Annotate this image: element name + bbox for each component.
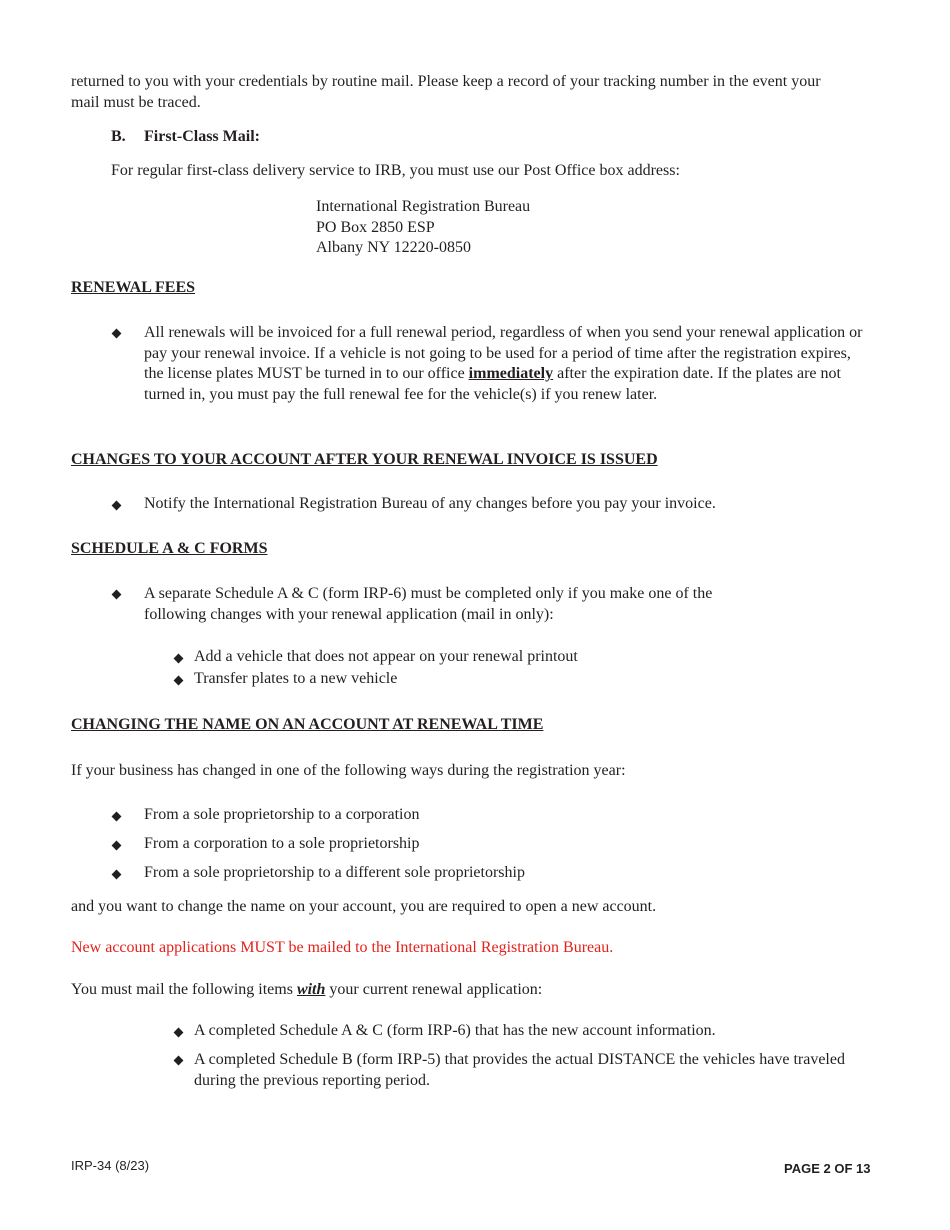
- form-id: IRP-34 (8/23): [71, 1158, 150, 1173]
- name-change-bullet: From a sole proprietorship to a corporation: [144, 806, 420, 823]
- bullet-diamond-icon: [112, 812, 122, 822]
- immediately-emphasis: immediately: [468, 365, 554, 382]
- mail-item: A completed Schedule B (form IRP-5) that provides the actual DISTANCE the vehicles have traveled during the previous reporting period.: [194, 1051, 845, 1089]
- renewal-fees-text-end: after the expiration date. If the plates are not turned in, you must pay the full renewal fee for the vehicle(s) if you renew later.: [144, 365, 841, 403]
- name-change-bullet: From a sole proprietorship to a different sole proprietorship: [144, 864, 525, 881]
- bullet-diamond-icon: [112, 841, 122, 851]
- renewal-fees-bullet: [144, 323, 874, 405]
- bullet-diamond-icon: [112, 329, 122, 339]
- changes-heading: CHANGES TO YOUR ACCOUNT AFTER YOUR RENEWAL INVOICE IS ISSUED: [71, 451, 658, 468]
- first-class-title: First-Class Mail:: [144, 128, 260, 145]
- name-change-after: and you want to change the name on your account, you are required to open a new account.: [71, 898, 657, 915]
- schedule-heading: SCHEDULE A & C FORMS: [71, 540, 268, 557]
- first-class-label: B.: [111, 128, 126, 145]
- bullet-diamond-icon: [112, 590, 122, 600]
- with-emphasis: with: [296, 981, 326, 998]
- schedule-bullet: A separate Schedule A & C (form IRP-6) must be completed only if you make one of the following changes with your renewal application (mail in only):: [144, 585, 713, 623]
- first-class-text: For regular first-class delivery service to IRB, you must use our Post Office box address:: [111, 162, 680, 179]
- address-line: PO Box 2850 ESP: [316, 218, 435, 236]
- intro-line-1: returned to you with your credentials by routine mail. Please keep a record of your tracking number in the event your: [71, 73, 821, 90]
- renewal-fees-heading: RENEWAL FEES: [71, 279, 196, 296]
- mail-intro-text: You must mail the following items: [71, 981, 297, 998]
- bullet-diamond-icon: [174, 676, 184, 686]
- schedule-sub-bullet: Transfer plates to a new vehicle: [194, 670, 398, 687]
- bullet-diamond-icon: [112, 501, 122, 511]
- bullet-diamond-icon: [174, 1028, 184, 1038]
- page-number: PAGE 2 OF 13: [784, 1161, 871, 1176]
- intro-line-2: mail must be traced.: [71, 93, 201, 111]
- intro-paragraph: [71, 72, 891, 113]
- name-change-intro: If your business has changed in one of the following ways during the registration year:: [71, 762, 626, 779]
- mailing-address: [316, 197, 530, 259]
- renewal-fees-text: All renewals will be invoiced for a full renewal period, regardless of when you send your renewal application or pay your renewal invoice. If a vehicle is not going to be used for a period of time after the registration expires, the license plates MUST be turned in to our office: [144, 324, 863, 382]
- name-change-heading: CHANGING THE NAME ON AN ACCOUNT AT RENEWAL TIME: [71, 716, 544, 733]
- address-line: Albany NY 12220-0850: [316, 239, 471, 256]
- bullet-diamond-icon: [112, 870, 122, 880]
- schedule-sub-bullet: Add a vehicle that does not appear on your renewal printout: [194, 648, 578, 665]
- address-line: International Registration Bureau: [316, 198, 531, 215]
- mail-intro-text-end: your current renewal application:: [325, 981, 543, 998]
- red-notice: New account applications MUST be mailed to the International Registration Bureau.: [71, 939, 614, 956]
- bullet-diamond-icon: [174, 1056, 184, 1066]
- name-change-bullet: From a corporation to a sole proprietorship: [144, 835, 420, 852]
- changes-bullet: Notify the International Registration Bureau of any changes before you pay your invoice.: [144, 495, 716, 512]
- mail-item: A completed Schedule A & C (form IRP-6) that has the new account information.: [194, 1022, 716, 1039]
- mail-items-intro: [71, 981, 542, 999]
- bullet-diamond-icon: [174, 654, 184, 664]
